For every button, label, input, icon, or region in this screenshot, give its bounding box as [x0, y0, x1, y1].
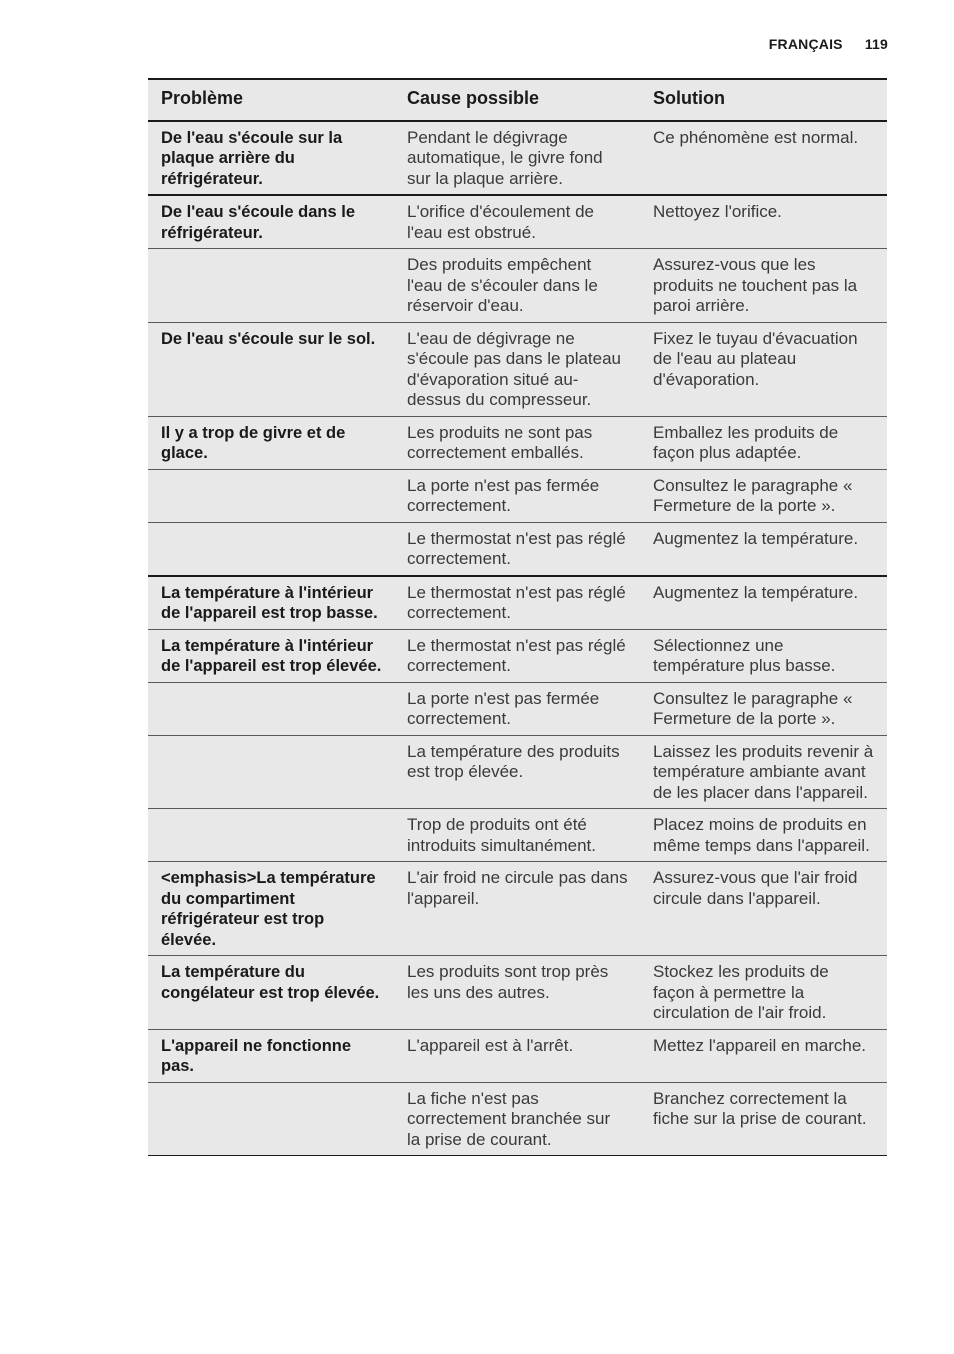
- solution-cell: Placez moins de produits en même temps dans l'appareil.: [640, 809, 887, 862]
- problem-cell: De l'eau s'écoule dans le réfrigérateur.: [148, 195, 394, 249]
- table-header-row: [148, 79, 887, 121]
- cause-cell: L'eau de dégivrage ne s'écoule pas dans le plateau d'évaporation situé au-dessus du compresseur.: [394, 322, 640, 416]
- solution-cell: Laissez les produits revenir à température ambiante avant de les placer dans l'appareil.: [640, 735, 887, 809]
- problem-cell: [148, 249, 394, 323]
- column-header-cause: Cause possible: [394, 79, 640, 121]
- solution-cell: Augmentez la température.: [640, 576, 887, 630]
- page-number: 119: [864, 36, 888, 52]
- solution-cell: Consultez le paragraphe « Fermeture de la porte ».: [640, 469, 887, 522]
- table-row: [148, 862, 887, 956]
- solution-cell: Assurez-vous que l'air froid circule dans l'appareil.: [640, 862, 887, 956]
- problem-cell: La température du congélateur est trop élevée.: [148, 956, 394, 1030]
- cause-cell: Pendant le dégivrage automatique, le givre fond sur la plaque arrière.: [394, 121, 640, 196]
- table-row: [148, 1082, 887, 1156]
- solution-cell: Fixez le tuyau d'évacuation de l'eau au plateau d'évaporation.: [640, 322, 887, 416]
- table-row: [148, 522, 887, 576]
- language-label: FRANÇAIS: [768, 36, 843, 52]
- table-row: [148, 249, 887, 323]
- problem-cell: [148, 522, 394, 576]
- problem-cell: La température à l'intérieur de l'appareil est trop basse.: [148, 576, 394, 630]
- cause-cell: Le thermostat n'est pas réglé correctement.: [394, 522, 640, 576]
- problem-cell: Il y a trop de givre et de glace.: [148, 416, 394, 469]
- cause-cell: La fiche n'est pas correctement branchée sur la prise de courant.: [394, 1082, 640, 1156]
- troubleshooting-table: [148, 78, 887, 1156]
- problem-cell: [148, 682, 394, 735]
- cause-cell: Trop de produits ont été introduits simultanément.: [394, 809, 640, 862]
- solution-cell: Assurez-vous que les produits ne touchent pas la paroi arrière.: [640, 249, 887, 323]
- cause-cell: La température des produits est trop élevée.: [394, 735, 640, 809]
- problem-cell: [148, 1082, 394, 1156]
- solution-cell: Mettez l'appareil en marche.: [640, 1029, 887, 1082]
- cause-cell: La porte n'est pas fermée correctement.: [394, 682, 640, 735]
- problem-cell: L'appareil ne fonctionne pas.: [148, 1029, 394, 1082]
- cause-cell: Le thermostat n'est pas réglé correctement.: [394, 629, 640, 682]
- table-row: [148, 416, 887, 469]
- table-row: [148, 682, 887, 735]
- table-row: [148, 469, 887, 522]
- problem-cell: [148, 809, 394, 862]
- cause-cell: L'orifice d'écoulement de l'eau est obstrué.: [394, 195, 640, 249]
- problem-cell: [148, 735, 394, 809]
- solution-cell: Branchez correctement la fiche sur la prise de courant.: [640, 1082, 887, 1156]
- cause-cell: L'appareil est à l'arrêt.: [394, 1029, 640, 1082]
- cause-cell: La porte n'est pas fermée correctement.: [394, 469, 640, 522]
- problem-cell: De l'eau s'écoule sur la plaque arrière du réfrigérateur.: [148, 121, 394, 196]
- problem-cell: La température à l'intérieur de l'appareil est trop élevée.: [148, 629, 394, 682]
- problem-cell: <emphasis>La température du compartiment réfrigérateur est trop élevée.: [148, 862, 394, 956]
- column-header-solution: Solution: [640, 79, 887, 121]
- column-header-problem: Problème: [148, 79, 394, 121]
- table-row: [148, 195, 887, 249]
- solution-cell: Nettoyez l'orifice.: [640, 195, 887, 249]
- solution-cell: Emballez les produits de façon plus adaptée.: [640, 416, 887, 469]
- table-row: [148, 629, 887, 682]
- table-row: [148, 576, 887, 630]
- table-row: [148, 322, 887, 416]
- table-row: [148, 809, 887, 862]
- cause-cell: Les produits sont trop près les uns des autres.: [394, 956, 640, 1030]
- cause-cell: L'air froid ne circule pas dans l'appareil.: [394, 862, 640, 956]
- problem-cell: De l'eau s'écoule sur le sol.: [148, 322, 394, 416]
- page-header: [769, 36, 888, 52]
- problem-cell: [148, 469, 394, 522]
- solution-cell: Stockez les produits de façon à permettre la circulation de l'air froid.: [640, 956, 887, 1030]
- cause-cell: Le thermostat n'est pas réglé correctement.: [394, 576, 640, 630]
- solution-cell: Sélectionnez une température plus basse.: [640, 629, 887, 682]
- solution-cell: Augmentez la température.: [640, 522, 887, 576]
- solution-cell: Consultez le paragraphe « Fermeture de la porte ».: [640, 682, 887, 735]
- table-row: [148, 1029, 887, 1082]
- table-row: [148, 121, 887, 196]
- solution-cell: Ce phénomène est normal.: [640, 121, 887, 196]
- cause-cell: Les produits ne sont pas correctement emballés.: [394, 416, 640, 469]
- cause-cell: Des produits empêchent l'eau de s'écouler dans le réservoir d'eau.: [394, 249, 640, 323]
- table-row: [148, 735, 887, 809]
- table-row: [148, 956, 887, 1030]
